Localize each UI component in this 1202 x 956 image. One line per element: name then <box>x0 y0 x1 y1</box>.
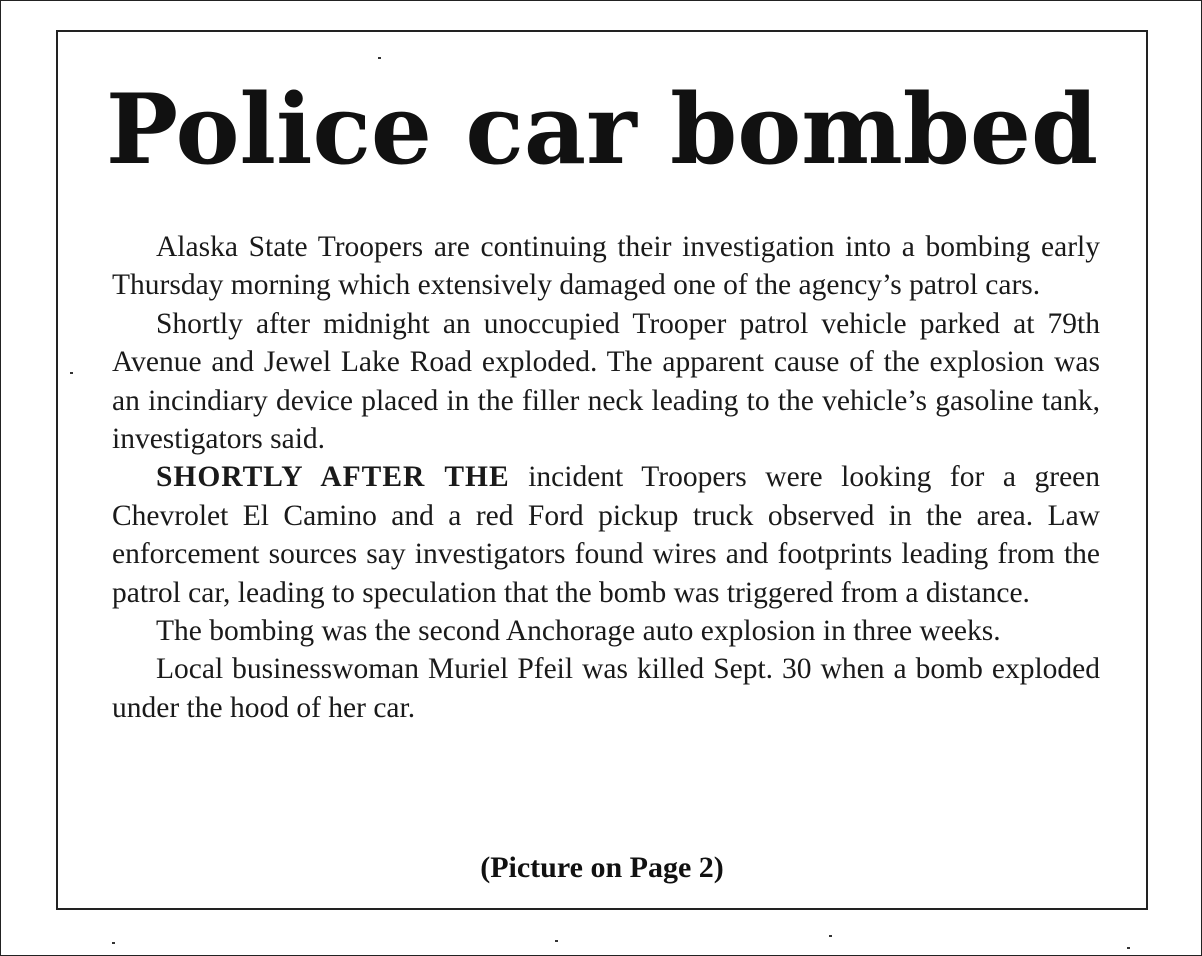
scan-speck <box>70 372 73 374</box>
paragraph-3-lead-in: SHORTLY AFTER THE <box>156 461 510 494</box>
paragraph-5 <box>112 650 1100 727</box>
paragraph-3-text: incident Troopers were looking for a green Chevrolet El Camino and a red Ford pickup truck observed in the area. Law enforcement sources say investigators found wires and footprints leading from the patrol car, leading to speculation that the bomb was triggered from a distance. <box>112 461 1101 609</box>
paragraph-1-text: Alaska State Troopers are continuing their investigation into a bombing early Thursday morning which extensively damaged one of the agency’s patrol cars. <box>112 231 1100 302</box>
scan-speck <box>378 57 381 59</box>
paragraph-2-text: Shortly after midnight an unoccupied Trooper patrol vehicle parked at 79th Avenue and Jewel Lake Road exploded. The apparent cause of the explosion was an incindiary device placed in the filler neck leading to the vehicle’s gasoline tank, investigators said. <box>112 307 1100 456</box>
headline: Police car bombed <box>105 73 1099 186</box>
article-body <box>112 228 1100 727</box>
scan-speck <box>555 940 558 942</box>
paragraph-4 <box>112 612 1100 650</box>
paragraph-4-text: The bombing was the second Anchorage auto explosion in three weeks. <box>156 615 1001 648</box>
picture-note: (Picture on Page 2) <box>480 851 724 884</box>
paragraph-1 <box>112 228 1100 305</box>
paragraph-2 <box>112 305 1100 459</box>
scan-speck <box>1127 947 1130 949</box>
scan-speck <box>829 935 832 937</box>
paragraph-3 <box>112 458 1100 612</box>
paragraph-5-text: Local businesswoman Muriel Pfeil was killed Sept. 30 when a bomb exploded under the hood of her car. <box>112 653 1100 724</box>
scan-speck <box>112 942 115 944</box>
